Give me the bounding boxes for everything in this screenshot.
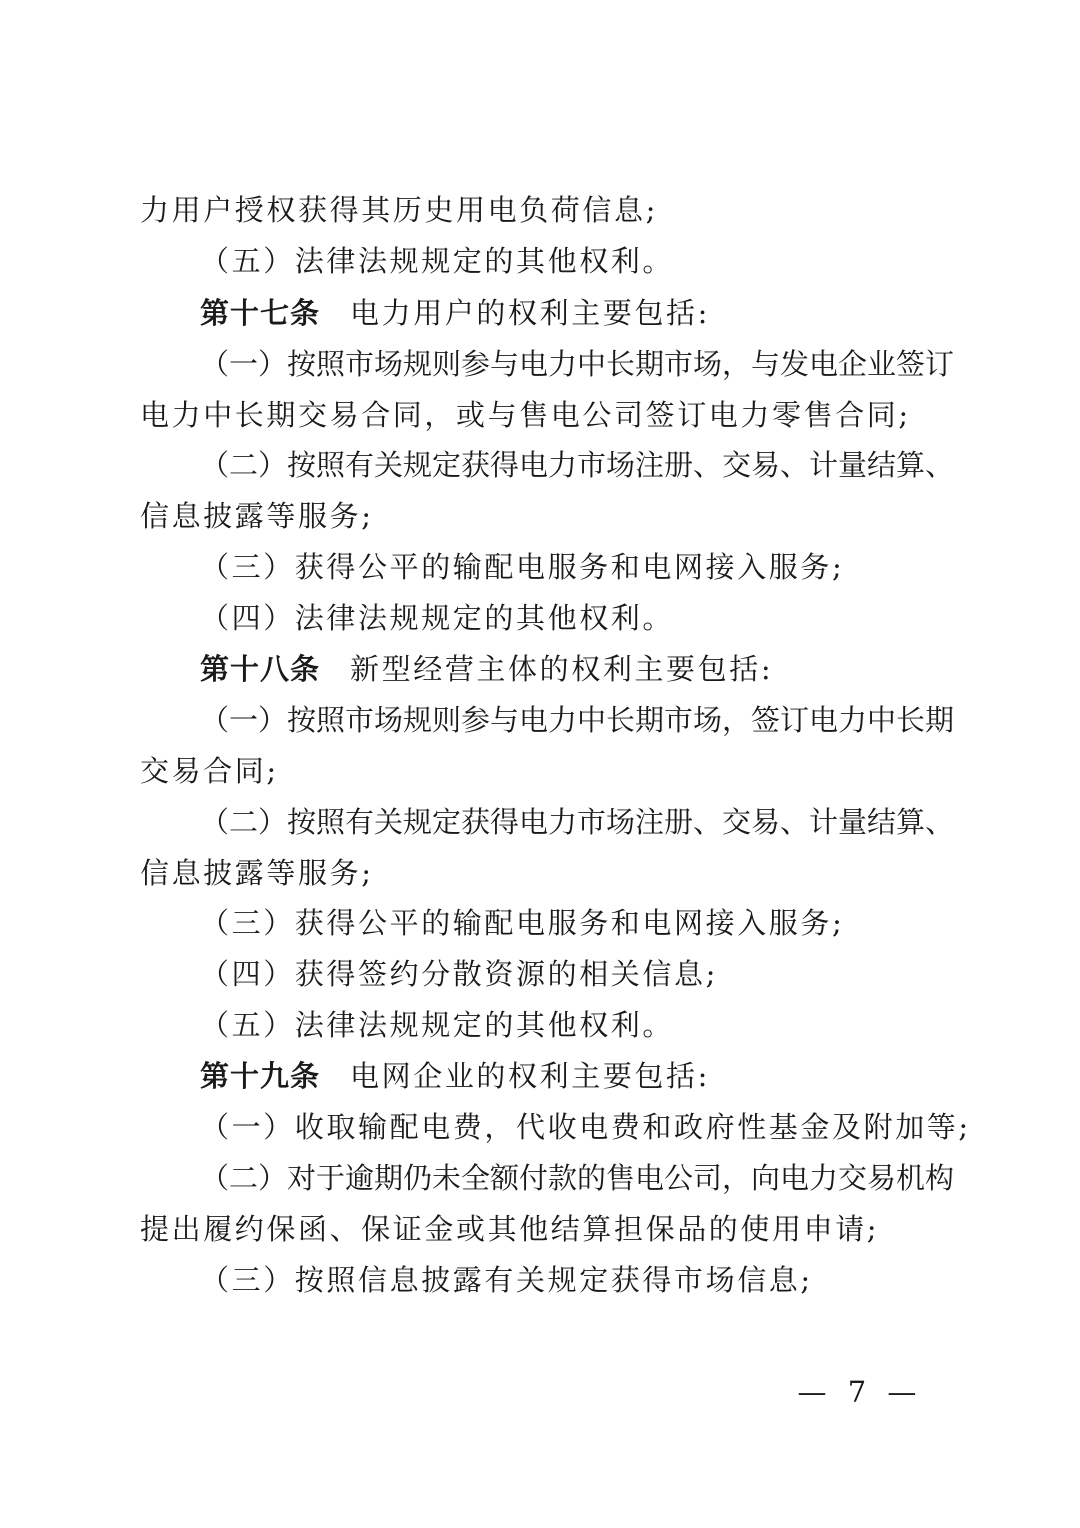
article-18-heading: 第十八条 新型经营主体的权利主要包括:	[200, 652, 774, 686]
paragraph-line: 提出履约保函、保证金或其他结算担保品的使用申请;	[140, 1212, 880, 1246]
paragraph-line: 信息披露等服务;	[140, 856, 374, 890]
paragraph-line: （二）对于逾期仍未全额付款的售电公司，向电力交易机构	[200, 1161, 955, 1195]
article-19-heading: 第十九条 电网企业的权利主要包括:	[200, 1059, 710, 1093]
paragraph-line: 信息披露等服务;	[140, 499, 374, 533]
paragraph-line: （一）按照市场规则参与电力中长期市场，签订电力中长期	[200, 703, 955, 737]
paragraph-line: （二）按照有关规定获得电力市场注册、交易、计量结算、	[200, 805, 955, 839]
article-number: 第十九条	[200, 1059, 321, 1093]
paragraph-line: （四）法律法规规定的其他权利。	[200, 601, 675, 635]
paragraph-line: 力用户授权获得其历史用电负荷信息;	[140, 193, 658, 227]
paragraph-line: （一）收取输配电费，代收电费和政府性基金及附加等;	[200, 1110, 971, 1144]
page-number: — 7 —	[797, 1375, 923, 1409]
paragraph-line: （二）按照有关规定获得电力市场注册、交易、计量结算、	[200, 448, 955, 482]
paragraph-line: （五）法律法规规定的其他权利。	[200, 1008, 675, 1042]
paragraph-line: （三）按照信息披露有关规定获得市场信息;	[200, 1263, 813, 1297]
article-number: 第十八条	[200, 652, 321, 686]
paragraph-line: （四）获得签约分散资源的相关信息;	[200, 957, 718, 991]
paragraph-line: 交易合同;	[140, 754, 279, 788]
paragraph-line: （三）获得公平的输配电服务和电网接入服务;	[200, 906, 845, 940]
paragraph-line: （一）按照市场规则参与电力中长期市场，与发电企业签订	[200, 347, 955, 381]
paragraph-line: （三）获得公平的输配电服务和电网接入服务;	[200, 550, 845, 584]
article-number: 第十七条	[200, 296, 321, 330]
paragraph-line: 电力中长期交易合同，或与售电公司签订电力零售合同;	[140, 398, 911, 432]
paragraph-line: （五）法律法规规定的其他权利。	[200, 244, 675, 278]
article-17-heading: 第十七条 电力用户的权利主要包括:	[200, 296, 710, 330]
